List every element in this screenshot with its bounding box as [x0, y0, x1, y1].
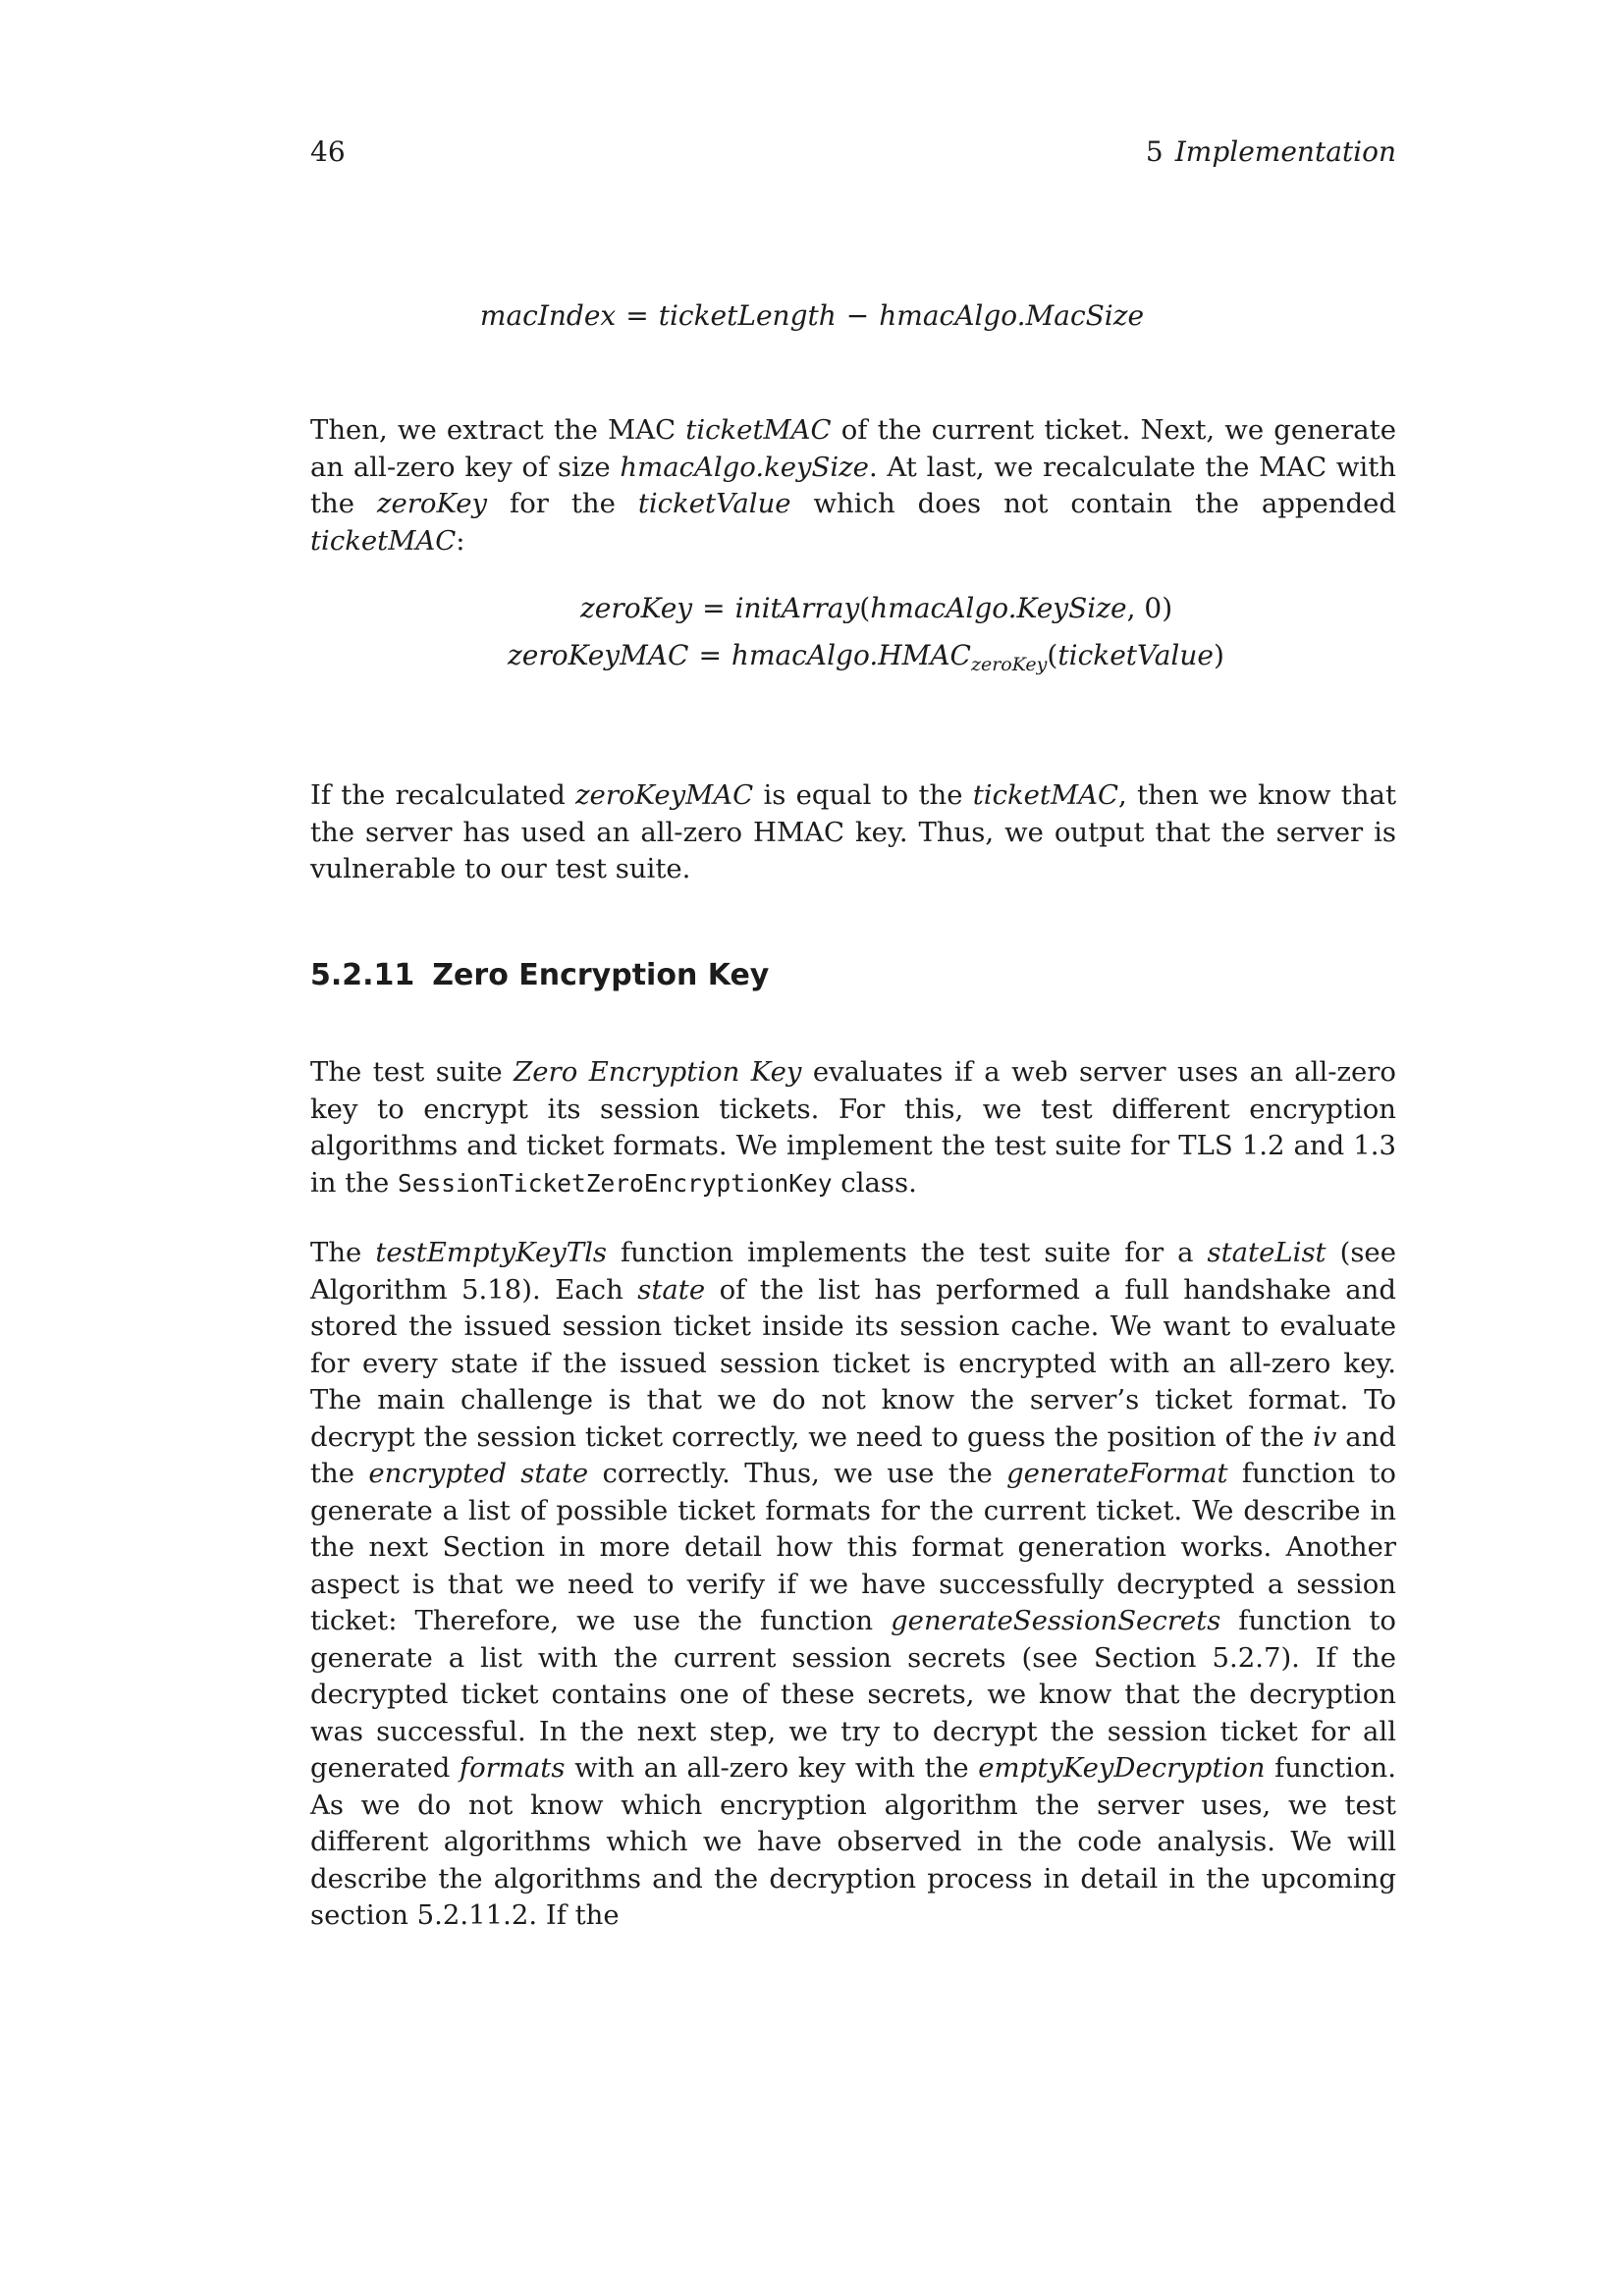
equation-zero-key: zeroKey = initArray(hmacAlgo.KeySize, 0)	[580, 592, 1173, 624]
eq-operator: −	[845, 299, 870, 332]
equation-zero-key-mac: zeroKeyMAC = $hmacAlgo.HMAC_{zeroKey}(ticketValue)$	[508, 639, 1224, 675]
chapter-title: Implementation	[1174, 135, 1396, 168]
paragraph-zero-key-mac-result: If the recalculated zeroKeyMAC is equal to the ticketMAC, then we know that the server has used an all-zero HMAC key. Thus, we output that the server is vulnerable to our test suite.	[310, 779, 1396, 884]
paragraph-test-empty-key: The testEmptyKeyTls function implements the test suite for a stateList (see Algorithm 5.18). Each state of the list has performed a full handshake and stored the issued session ticket inside its session cache. We want to evaluate for every state if the issued session ticket is encrypted with an all-zero key. The main challenge is that we do not know the server’s ticket format. To decrypt the session ticket correctly, we need to guess the position of the iv and the encrypted state correctly. Thus, we use the generateFormat function to generate a list of possible ticket formats for the current ticket. We describe in the next Section in more detail how this format generation works. Another aspect is that we need to verify if we have successfully decrypted a session ticket: Therefore, we use the function generateSessionSecrets function to generate a list with the current session secrets (see Section 5.2.7). If the decrypted ticket contains one of these secrets, we know that the decryption was successful. In the next step, we try to decrypt the session ticket for all generated formats with an all-zero key with the emptyKeyDecryption function. As we do not know which encryption algorithm the server uses, we test different algorithms which we have observed in the code analysis. We will describe the algorithms and the decryption process in detail in the upcoming section 5.2.11.2. If the	[310, 1237, 1396, 1931]
eq-term: macIndex	[479, 299, 617, 332]
eq-term: ticketLength	[658, 299, 837, 332]
paragraph-recalculate-mac: Then, we extract the MAC ticketMAC of the current ticket. Next, we generate an all-zero key of size hmacAlgo.keySize. At last, we recalculate the MAC with the zeroKey for the ticketValue which does not contain the appended ticketMAC:	[310, 414, 1396, 557]
paragraph-zero-encryption-intro: The test suite Zero Encryption Key evaluates if a web server uses an all-zero key to encrypt its session tickets. For this, we test different encryption algorithms and ticket formats. We implement the test suite for TLS 1.2 and 1.3 in the SessionTicketZeroEncryptionKey class.	[310, 1056, 1396, 1199]
eq-operator: =	[625, 299, 649, 332]
class-name-code: SessionTicketZeroEncryptionKey	[398, 1168, 833, 1198]
chapter-number: 5	[1145, 135, 1164, 168]
running-header	[1146, 135, 1396, 168]
section-heading: 5.2.11 Zero Encryption Key	[310, 958, 770, 992]
eq-term: hmacAlgo.MacSize	[879, 299, 1145, 332]
equation-mac-index	[0, 299, 1624, 332]
page-number: 46	[310, 135, 346, 168]
